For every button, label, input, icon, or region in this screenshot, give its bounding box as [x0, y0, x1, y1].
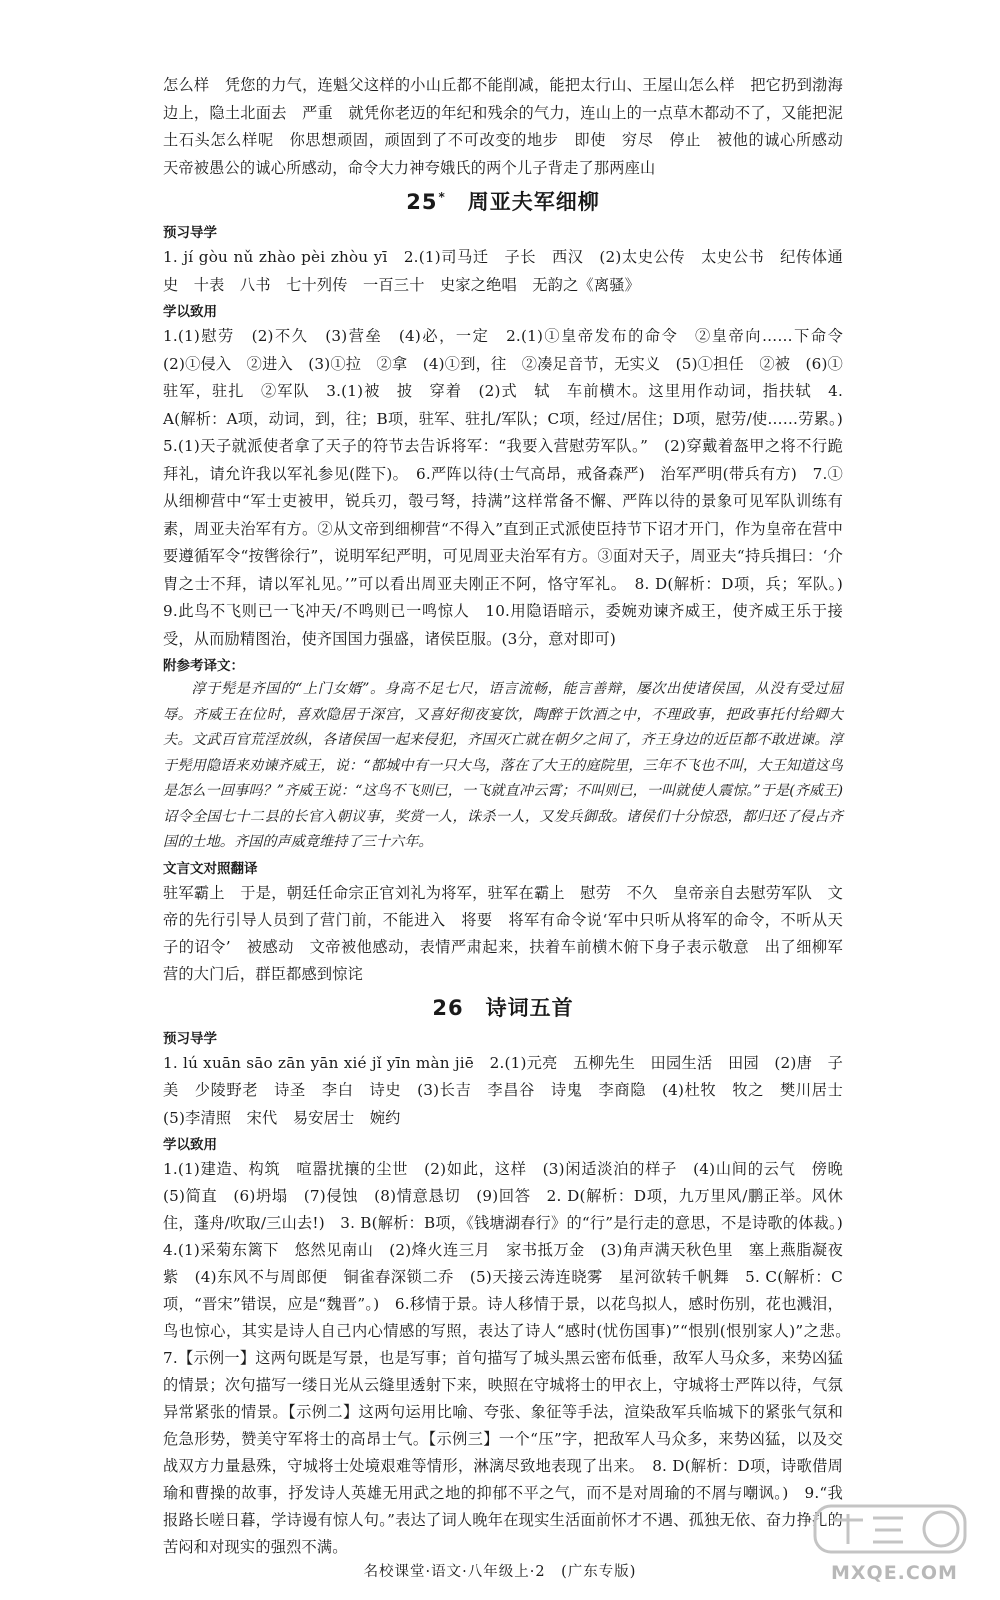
lesson-number: 25*	[406, 190, 446, 214]
preview-answers: 1. lú xuān sāo zān yān xié jǐ yīn màn jiē 2.(1)元亮 五柳先生 田园生活 田园 (2)唐 子美 少陵野老 诗圣 李白 诗史 (3)长吉 李昌谷 诗鬼 李商隐 (4)杜牧 牧之 樊川居士 (5)李清照 宋代 易安居士 婉约	[163, 1053, 859, 1127]
answer-page	[163, 72, 859, 1561]
section-head-compare: 文言文对照翻译	[163, 860, 258, 877]
section-head-preview: 预习导学	[163, 225, 217, 241]
section-head-reference: 附参考译文：	[163, 658, 244, 674]
lesson-26-title	[163, 992, 843, 1022]
lesson-number: 26	[432, 995, 464, 1020]
preview-answers: 1. jí gòu nǔ zhào pèi zhòu yī 2.(1)司马迁 子长 西汉 (2)太史公传 太史公书 纪传体通史 十表 八书 七十列传 一百三十 史家之绝唱 无韵之《离骚》	[163, 248, 843, 294]
compare-translation: 驻军霸上 于是，朝廷任命宗正官刘礼为将军，驻军在霸上 慰劳 不久 皇帝亲自去慰劳军队 文帝的先行引导人员到了营门前，不能进入 将要 将军有命令说‘军中只听从将军的命令，不听从天子的诏令’ 被感动 文帝被他感动，表情严肃起来，扶着车前横木俯下身子表示敬意 出了细柳军营的大门后，群臣都感到惊诧	[163, 883, 843, 983]
section-head-preview: 预习导学	[163, 1030, 217, 1047]
site-watermark	[803, 1500, 978, 1595]
page-footer: 名校课堂·语文·八年级上·2 (广东专版)	[363, 1564, 637, 1580]
practice-answers: 1.(1)建造、构筑 喧嚣扰攘的尘世 (2)如此，这样 (3)闲适淡泊的样子 (4)山间的云气 傍晚 (5)简直 (6)坍塌 (7)侵蚀 (8)情意恳切 (9)回答 2. D(解析：D项，九万里风/鹏正举。风休住，蓬舟/吹取/三山去!) 3. B(解析：B项，《钱塘湖春行》的“行”是行走的意思，不是诗歌的体裁。) 4.(1)采菊东篱下 悠然见南山 (2)烽火连三月 家书抵万金 (3)角声满天秋色里 塞上燕脂凝夜紫 (4)东风不与周郎便 铜雀春深锁二乔 (5)天接云涛连晓雾 星河欲转千帆舞 5. C(解析：C项，“晋宋”错误，应是“魏晋”。) 6.移情于景。诗人移情于景，以花鸟拟人，感时伤别，花也溅泪，鸟也惊心，其实是诗人自己内心情感的写照，表达了诗人“感时(忧伤国事)”“恨别(恨别家人)”之悲。 7.【示例一】这两句既是写景，也是写事；首句描写了城头黑云密布低垂，敌军人马众多，来势凶猛的情景；次句描写一缕日光从云缝里透射下来，映照在守城将士的甲衣上，守城将士严阵以待，气氛异常紧张的情景。【示例二】这两句运用比喻、夸张、象征等手法，渲染敌军兵临城下的紧张气氛和危急形势，赞美守军将士的高昂士气。【示例三】一个“压”字，把敌军人马众多，来势凶猛，以及交战双方力量悬殊，守城将士处境艰难等情形，淋漓尽致地表现了出来。 8. D(解析：D项，诗歌借周瑜和曹操的故事，抒发诗人英雄无用武之地的抑郁不平之气，而不是对周瑜的不屑与嘲讽。) 9.“我报路长嗟日暮，学诗谩有惊人句。”表达了词人晚年在现实生活面前怀才不遇、孤独无依、奋力挣扎的苦闷和对现实的强烈不满。	[163, 1160, 859, 1556]
section-head-practice: 学以致用	[163, 1137, 217, 1153]
watermark-text: MXQE.COM	[831, 1562, 958, 1584]
lesson-title-text: 诗词五首	[485, 995, 574, 1020]
reference-translation: 淳于髡是齐国的“上门女婿”。身高不足七尺，语言流畅，能言善辩，屡次出使诸侯国，从没有受过屈辱。齐威王在位时，喜欢隐居于深宫，又喜好彻夜宴饮，陶醉于饮酒之中，不理政事，把政事托付给卿大夫。文武百官荒淫放纵，各诸侯国一起来侵犯，齐国灭亡就在朝夕之间了，齐王身边的近臣都不敢进谏。淳于髡用隐语来劝谏齐威王，说：“都城中有一只大鸟，落在了大王的庭院里，三年不飞也不叫，大王知道这鸟是怎么一回事吗？”齐威王说：“这鸟不飞则已，一飞就直冲云霄；不叫则已，一叫就使人震惊。”于是(齐威王)诏令全国七十二县的长官入朝议事，奖赏一人，诛杀一人，又发兵御敌。诸侯们十分惊恐，都归还了侵占齐国的土地。齐国的声威竟维持了三十六年。	[163, 681, 843, 850]
lesson-25-title	[163, 186, 843, 216]
section-head-practice: 学以致用	[163, 304, 217, 320]
lesson-title-text: 周亚夫军细柳	[467, 190, 600, 214]
optional-star: *	[438, 190, 446, 204]
practice-answers: 1.(1)慰劳 (2)不久 (3)营垒 (4)必，一定 2.(1)①皇帝发布的命令 ②皇帝向……下命令 (2)①侵入 ②进入 (3)①拉 ②拿 (4)①到，往 ②凑足音节，无实义 (5)①担任 ②被 (6)①驻军，驻扎 ②军队 3.(1)被 披 穿着 (2)式 轼 车前横木。这里用作动词，指扶轼 4. A(解析：A项，动词，到，往；B项，驻军、驻扎/军队；C项，经过/居住；D项，慰劳/使……劳累。) 5.(1)天子就派使者拿了天子的符节去告诉将军：“我要入营慰劳军队。” (2)穿戴着盔甲之将不行跪拜礼，请允许我以军礼参见(陛下)。 6.严阵以待(士气高昂，戒备森严) 治军严明(带兵有方) 7.①从细柳营中“军士吏被甲，锐兵刃，彀弓弩，持满”这样常备不懈、严阵以待的景象可见军队训练有素，周亚夫治军有方。②从文帝到细柳营“不得入”直到正式派使臣持节下诏才开门，作为皇帝在营中要遵循军令“按辔徐行”，说明军纪严明，可见周亚夫治军有方。③面对天子，周亚夫“持兵揖曰：‘介胄之士不拜，请以军礼见。’”可以看出周亚夫刚正不阿，恪守军礼。 8. D(解析：D项，兵；军队。) 9.此鸟不飞则已一飞冲天/不鸣则已一鸣惊人 10.用隐语暗示，委婉劝谏齐威王，使齐威王乐于接受，从而励精图治，使齐国国力强盛，诸侯臣服。(3分，意对即可)	[163, 327, 859, 648]
continuation-text: 怎么样 凭您的力气，连魁父这样的小山丘都不能削减，能把太行山、王屋山怎么样 把它扔到渤海边上，隐土北面去 严重 就凭你老迈的年纪和残余的气力，连山上的一点草木都动不了，又能把泥土石头怎么样呢 你思想顽固，顽固到了不可改变的地步 即使 穷尽 停止 被他的诚心所感动 天帝被愚公的诚心所感动，命令大力神夸娥氏的两个儿子背走了那两座山	[163, 76, 859, 177]
watermark-logo-icon	[813, 1500, 973, 1560]
